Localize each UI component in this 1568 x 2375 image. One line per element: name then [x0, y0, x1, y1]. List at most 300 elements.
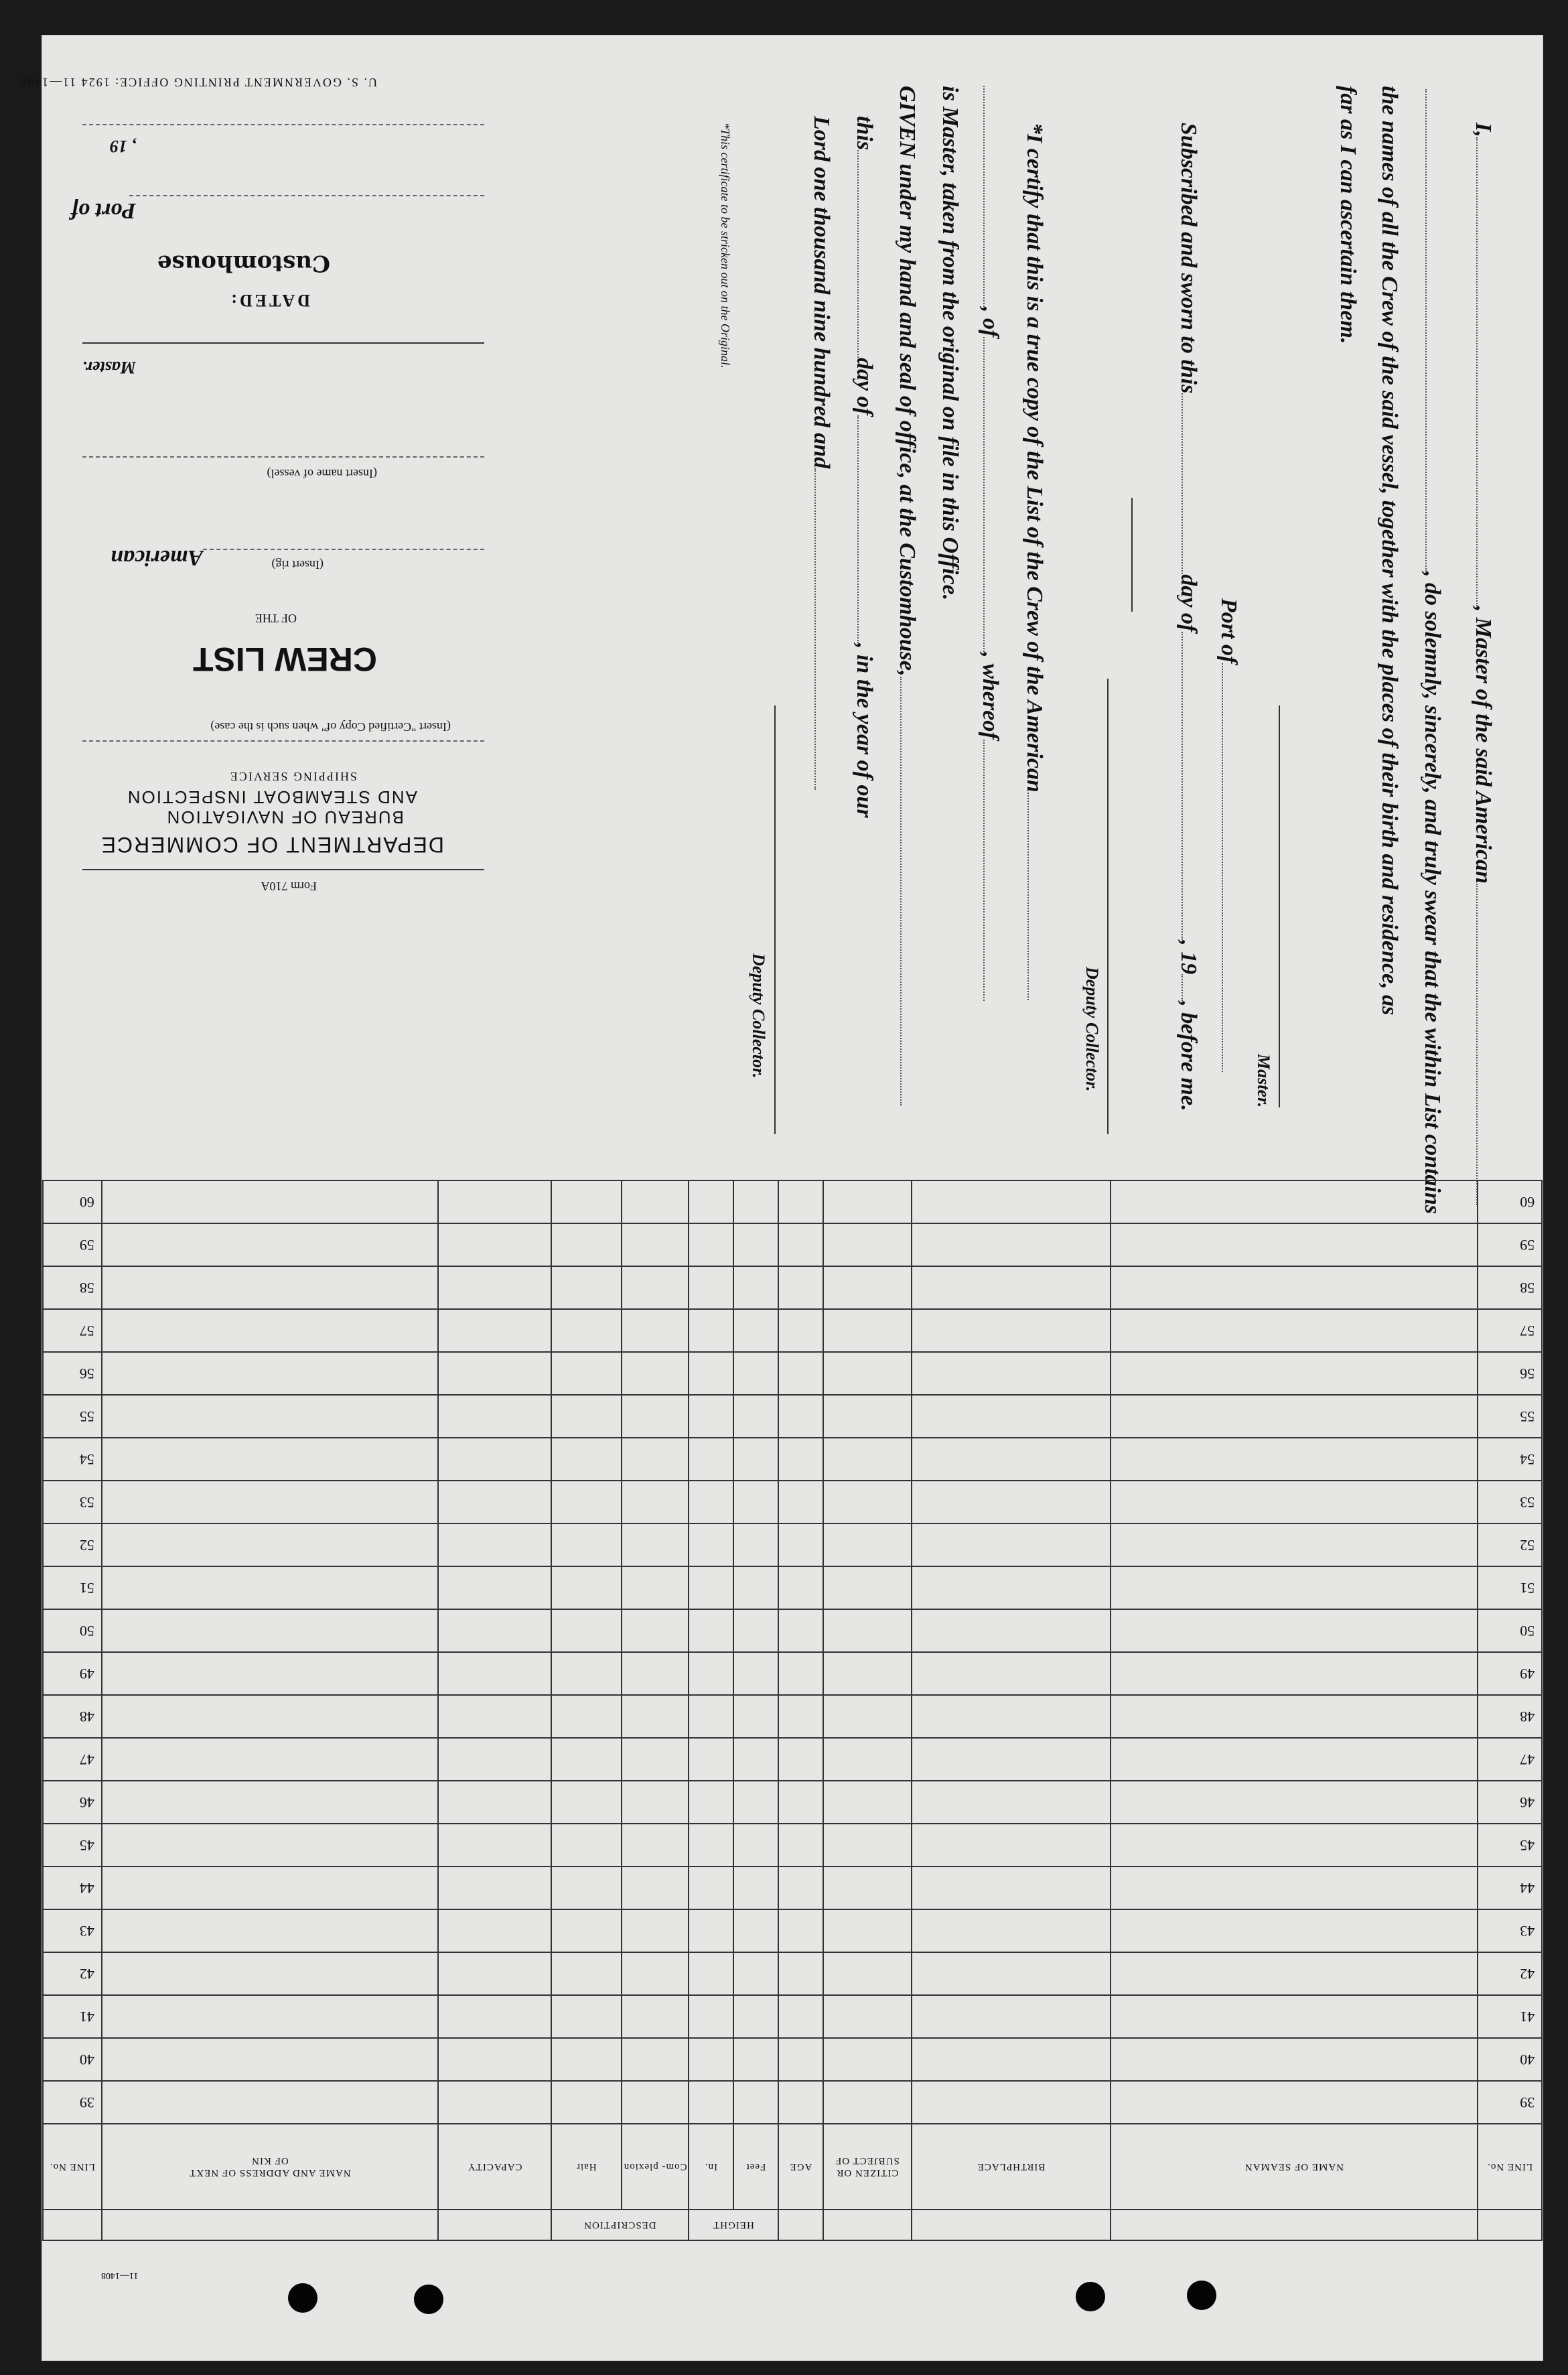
table-cell[interactable]	[438, 1909, 551, 1952]
table-row	[43, 1395, 1542, 1438]
table-cell[interactable]	[622, 1566, 689, 1609]
table-cell[interactable]	[912, 2038, 1111, 2081]
table-cell[interactable]	[551, 1266, 622, 1309]
table-cell[interactable]	[733, 1695, 778, 1738]
line-number-text: 55	[1520, 1408, 1535, 1425]
table-cell[interactable]	[912, 1695, 1111, 1738]
header-capacity: CAPACITY	[438, 2124, 551, 2210]
table-cell[interactable]	[778, 1309, 823, 1352]
table-cell[interactable]	[912, 1738, 1111, 1781]
table-cell[interactable]	[622, 1438, 689, 1481]
table-cell[interactable]	[1111, 1223, 1478, 1266]
table-cell[interactable]	[778, 1738, 823, 1781]
table-cell[interactable]	[778, 1995, 823, 2038]
table-cell[interactable]	[912, 1909, 1111, 1952]
table-cell[interactable]	[689, 1652, 733, 1695]
table-cell[interactable]	[1111, 1438, 1478, 1481]
table-cell[interactable]	[438, 1566, 551, 1609]
table-cell[interactable]	[823, 1395, 912, 1438]
table-cell[interactable]	[823, 1438, 912, 1481]
line-number-left	[43, 1523, 102, 1566]
table-cell[interactable]	[1111, 1952, 1478, 1995]
table-cell[interactable]	[1111, 1566, 1478, 1609]
table-cell[interactable]	[689, 2038, 733, 2081]
of-the-label: OF THE	[255, 612, 297, 625]
table-cell[interactable]	[912, 1652, 1111, 1695]
table-cell[interactable]	[102, 1781, 438, 1824]
table-cell[interactable]	[912, 1223, 1111, 1266]
table-cell[interactable]	[102, 1438, 438, 1481]
table-cell[interactable]	[1111, 1652, 1478, 1695]
table-cell[interactable]	[823, 1695, 912, 1738]
date-line	[82, 124, 484, 125]
table-cell[interactable]	[1111, 1824, 1478, 1867]
table-row	[43, 1867, 1542, 1909]
line-number-left	[43, 1180, 102, 1223]
table-row	[43, 1180, 1542, 1223]
group-blank-2	[102, 2210, 438, 2240]
table-cell[interactable]	[689, 1266, 733, 1309]
table-cell[interactable]	[778, 1867, 823, 1909]
table-cell[interactable]	[733, 1995, 778, 2038]
table-cell[interactable]	[689, 1566, 733, 1609]
table-cell[interactable]	[778, 1824, 823, 1867]
table-cell[interactable]	[689, 1824, 733, 1867]
table-cell[interactable]	[1111, 1695, 1478, 1738]
table-cell[interactable]	[733, 1609, 778, 1652]
table-cell[interactable]	[778, 1438, 823, 1481]
header-line-no-right: LINE No.	[1478, 2124, 1542, 2210]
line-number-left	[43, 1309, 102, 1352]
line-number-left	[43, 1352, 102, 1395]
table-cell[interactable]	[438, 1695, 551, 1738]
table-cell[interactable]	[551, 1695, 622, 1738]
table-cell[interactable]	[102, 2081, 438, 2124]
table-cell[interactable]	[912, 1395, 1111, 1438]
table-cell[interactable]	[778, 1395, 823, 1438]
table-cell[interactable]	[823, 1352, 912, 1395]
table-cell[interactable]	[551, 1781, 622, 1824]
line-number-text: 57	[79, 1322, 94, 1339]
table-cell[interactable]	[551, 1223, 622, 1266]
table-cell[interactable]	[733, 1523, 778, 1566]
line-number-left	[43, 1909, 102, 1952]
table-cell[interactable]	[1111, 1352, 1478, 1395]
footnote: *This certificate to be stricken out on the Original.	[719, 123, 732, 368]
crew-list-title: CREW LIST	[193, 640, 377, 678]
table-cell[interactable]	[102, 1738, 438, 1781]
table-cell[interactable]	[1111, 1309, 1478, 1352]
table-cell[interactable]	[438, 1781, 551, 1824]
table-cell[interactable]	[823, 1566, 912, 1609]
table-cell[interactable]	[551, 1438, 622, 1481]
table-cell[interactable]	[102, 1352, 438, 1395]
table-cell[interactable]	[733, 1481, 778, 1523]
table-cell[interactable]	[102, 1909, 438, 1952]
line-number-right	[1478, 1309, 1542, 1352]
table-cell[interactable]	[778, 1609, 823, 1652]
table-cell[interactable]	[689, 1523, 733, 1566]
table-cell[interactable]	[733, 1266, 778, 1309]
bureau-line-1: BUREAU OF NAVIGATION	[165, 807, 404, 827]
table-cell[interactable]	[823, 1995, 912, 2038]
table-row	[43, 1695, 1542, 1738]
table-cell[interactable]	[622, 1695, 689, 1738]
table-cell[interactable]	[823, 2081, 912, 2124]
table-row	[43, 1309, 1542, 1352]
line-number-right	[1478, 1609, 1542, 1652]
line-number-text: 39	[1520, 2094, 1535, 2111]
punch-hole-1	[288, 2283, 317, 2313]
line-number-text: 41	[79, 2009, 94, 2025]
line-number-right	[1478, 1266, 1542, 1309]
table-row	[43, 1995, 1542, 2038]
table-cell[interactable]	[622, 1781, 689, 1824]
table-cell[interactable]	[622, 1481, 689, 1523]
table-cell[interactable]	[102, 1652, 438, 1695]
table-row	[43, 1781, 1542, 1824]
line-number-right	[1478, 1395, 1542, 1438]
table-cell[interactable]	[438, 1395, 551, 1438]
cover-port-of: Port of	[70, 198, 136, 223]
table-cell[interactable]	[551, 1952, 622, 1995]
table-cell[interactable]	[689, 1695, 733, 1738]
line-number-text: 58	[1520, 1280, 1535, 1296]
table-cell[interactable]	[622, 1952, 689, 1995]
table-cell[interactable]	[733, 1309, 778, 1352]
table-cell[interactable]	[551, 1180, 622, 1223]
group-blank-8	[1478, 2210, 1542, 2240]
table-cell[interactable]	[689, 1995, 733, 2038]
table-cell[interactable]	[733, 1352, 778, 1395]
table-cell[interactable]	[102, 1566, 438, 1609]
table-cell[interactable]	[622, 1824, 689, 1867]
table-cell[interactable]	[438, 1523, 551, 1566]
table-cell[interactable]	[551, 1652, 622, 1695]
table-cell[interactable]	[622, 1266, 689, 1309]
table-cell[interactable]	[622, 1738, 689, 1781]
line-number-left	[43, 1395, 102, 1438]
table-cell[interactable]	[551, 1566, 622, 1609]
line-number-left	[43, 1695, 102, 1738]
table-cell[interactable]	[438, 1609, 551, 1652]
table-cell[interactable]	[823, 1223, 912, 1266]
table-cell[interactable]	[823, 1652, 912, 1695]
table-cell[interactable]	[622, 1309, 689, 1352]
line-number-text: 47	[1520, 1751, 1535, 1768]
table-cell[interactable]	[733, 1952, 778, 1995]
table-cell[interactable]	[1111, 1781, 1478, 1824]
table-cell[interactable]	[778, 1566, 823, 1609]
table-cell[interactable]	[689, 1395, 733, 1438]
master-signature-line	[1279, 705, 1280, 1107]
line-number-text: 50	[79, 1623, 94, 1639]
table-cell[interactable]	[689, 1180, 733, 1223]
table-cell[interactable]	[823, 1909, 912, 1952]
table-cell[interactable]	[102, 1952, 438, 1995]
line-number-text: 43	[79, 1923, 94, 1940]
table-cell[interactable]	[438, 1309, 551, 1352]
table-cell[interactable]	[689, 1352, 733, 1395]
insert-name-note: (Insert name of vessel)	[267, 467, 377, 480]
line-number-text: 54	[1520, 1451, 1535, 1468]
table-row	[43, 1266, 1542, 1309]
table-cell[interactable]	[733, 2038, 778, 2081]
table-cell[interactable]	[438, 1180, 551, 1223]
table-cell[interactable]	[1111, 1523, 1478, 1566]
table-cell[interactable]	[778, 1909, 823, 1952]
table-cell[interactable]	[622, 2038, 689, 2081]
table-cell[interactable]	[912, 1309, 1111, 1352]
table-cell[interactable]	[551, 1867, 622, 1909]
table-cell[interactable]	[733, 1781, 778, 1824]
table-cell[interactable]	[438, 1652, 551, 1695]
cover-block	[18, 36, 511, 1174]
table-cell[interactable]	[823, 1738, 912, 1781]
table-cell[interactable]	[551, 1609, 622, 1652]
table-cell[interactable]	[689, 1481, 733, 1523]
table-cell[interactable]	[733, 1223, 778, 1266]
table-cell[interactable]	[823, 1781, 912, 1824]
table-cell[interactable]	[733, 1867, 778, 1909]
table-cell[interactable]	[733, 1824, 778, 1867]
table-cell[interactable]	[733, 2081, 778, 2124]
table-cell[interactable]	[438, 1223, 551, 1266]
table-cell[interactable]	[1111, 1609, 1478, 1652]
line-number-left	[43, 2038, 102, 2081]
line-number-text: 59	[1520, 1237, 1535, 1253]
table-cell[interactable]	[1111, 1995, 1478, 2038]
table-cell[interactable]	[912, 1438, 1111, 1481]
table-cell[interactable]	[733, 1566, 778, 1609]
table-cell[interactable]	[622, 1352, 689, 1395]
table-row	[43, 1352, 1542, 1395]
table-cell[interactable]	[689, 1438, 733, 1481]
table-cell[interactable]	[102, 1695, 438, 1738]
table-cell[interactable]	[1111, 2038, 1478, 2081]
table-cell[interactable]	[438, 1738, 551, 1781]
table-cell[interactable]	[102, 1523, 438, 1566]
table-cell[interactable]	[551, 1523, 622, 1566]
table-cell[interactable]	[778, 1695, 823, 1738]
table-cell[interactable]	[622, 1652, 689, 1695]
table-cell[interactable]	[823, 1523, 912, 1566]
table-cell[interactable]	[102, 1180, 438, 1223]
table-cell[interactable]	[1111, 1266, 1478, 1309]
line-number-text: 55	[79, 1408, 94, 1425]
table-cell[interactable]	[1111, 2081, 1478, 2124]
table-cell[interactable]	[622, 1995, 689, 2038]
table-cell[interactable]	[912, 1995, 1111, 2038]
table-cell[interactable]	[551, 1352, 622, 1395]
table-cell[interactable]	[438, 1266, 551, 1309]
table-cell[interactable]	[102, 1867, 438, 1909]
table-cell[interactable]	[551, 1309, 622, 1352]
table-cell[interactable]	[823, 1867, 912, 1909]
table-cell[interactable]	[823, 1180, 912, 1223]
table-cell[interactable]	[733, 1395, 778, 1438]
table-cell[interactable]	[551, 1481, 622, 1523]
table-cell[interactable]	[912, 1867, 1111, 1909]
table-cell[interactable]	[1111, 1180, 1478, 1223]
table-cell[interactable]	[823, 1824, 912, 1867]
table-cell[interactable]	[622, 1609, 689, 1652]
seal-line	[1131, 498, 1133, 612]
table-cell[interactable]	[622, 1180, 689, 1223]
certify-line-2: , of, whereof	[977, 86, 1003, 1001]
footer-code: 11—1408	[101, 2270, 139, 2281]
table-cell[interactable]	[689, 1909, 733, 1952]
table-cell[interactable]	[778, 1223, 823, 1266]
table-cell[interactable]	[823, 1952, 912, 1995]
table-cell[interactable]	[778, 2081, 823, 2124]
table-cell[interactable]	[912, 1566, 1111, 1609]
table-cell[interactable]	[1111, 1867, 1478, 1909]
table-cell[interactable]	[689, 2081, 733, 2124]
punch-hole-2	[414, 2285, 443, 2314]
line-number-left	[43, 1738, 102, 1781]
table-cell[interactable]	[823, 1481, 912, 1523]
line-number-left	[43, 1609, 102, 1652]
line-number-right	[1478, 1352, 1542, 1395]
table-cell[interactable]	[551, 1824, 622, 1867]
table-cell[interactable]	[689, 1952, 733, 1995]
table-cell[interactable]	[1111, 1738, 1478, 1781]
table-cell[interactable]	[622, 1523, 689, 1566]
table-cell[interactable]	[733, 1438, 778, 1481]
line-number-text: 46	[1520, 1794, 1535, 1811]
table-cell[interactable]	[1111, 1909, 1478, 1952]
table-row	[43, 1609, 1542, 1652]
table-cell[interactable]	[733, 1738, 778, 1781]
table-cell[interactable]	[823, 1266, 912, 1309]
table-cell[interactable]	[438, 1995, 551, 2038]
table-cell[interactable]	[689, 1609, 733, 1652]
table-cell[interactable]	[551, 1738, 622, 1781]
form-number: Form 710A	[261, 880, 317, 893]
oath-line-1: I,, Master of the said American	[1470, 123, 1496, 1205]
table-cell[interactable]	[551, 2081, 622, 2124]
port-of-label: Port of	[1216, 598, 1241, 1072]
table-cell[interactable]	[912, 1781, 1111, 1824]
line-number-text: 48	[79, 1708, 94, 1725]
table-cell[interactable]	[551, 2038, 622, 2081]
table-cell[interactable]	[622, 1909, 689, 1952]
header-name-of-seaman: NAME OF SEAMAN	[1111, 2124, 1478, 2210]
table-cell[interactable]	[102, 1223, 438, 1266]
given-line-3: Lord one thousand nine hundred and	[808, 116, 834, 790]
table-cell[interactable]	[689, 1867, 733, 1909]
line-number-text: 60	[1520, 1194, 1535, 1211]
crew-list-sheet	[18, 35, 1543, 2361]
table-cell[interactable]	[912, 1824, 1111, 1867]
table-cell[interactable]	[438, 1481, 551, 1523]
line-number-text: 45	[1520, 1837, 1535, 1854]
table-cell[interactable]	[689, 1738, 733, 1781]
vessel-line	[82, 456, 484, 458]
table-cell[interactable]	[102, 1309, 438, 1352]
table-cell[interactable]	[823, 1309, 912, 1352]
table-cell[interactable]	[438, 1867, 551, 1909]
table-cell[interactable]	[689, 1223, 733, 1266]
table-cell[interactable]	[689, 1309, 733, 1352]
table-cell[interactable]	[438, 1952, 551, 1995]
table-cell[interactable]	[622, 1867, 689, 1909]
line-number-text: 52	[79, 1537, 94, 1554]
table-cell[interactable]	[823, 1609, 912, 1652]
table-cell[interactable]	[102, 1395, 438, 1438]
table-cell[interactable]	[102, 1824, 438, 1867]
table-cell[interactable]	[438, 1438, 551, 1481]
group-blank-6	[912, 2210, 1111, 2240]
table-cell[interactable]	[438, 1824, 551, 1867]
table-cell[interactable]	[778, 2038, 823, 2081]
table-cell[interactable]	[622, 2081, 689, 2124]
table-cell[interactable]	[778, 1352, 823, 1395]
table-cell[interactable]	[778, 1523, 823, 1566]
table-cell[interactable]	[1111, 1395, 1478, 1438]
table-cell[interactable]	[912, 2081, 1111, 2124]
table-cell[interactable]	[102, 2038, 438, 2081]
table-cell[interactable]	[551, 1395, 622, 1438]
table-cell[interactable]	[912, 1266, 1111, 1309]
table-cell[interactable]	[912, 1180, 1111, 1223]
table-cell[interactable]	[778, 1180, 823, 1223]
table-cell[interactable]	[551, 1995, 622, 2038]
table-cell[interactable]	[438, 2038, 551, 2081]
table-cell[interactable]	[689, 1781, 733, 1824]
punch-hole-3	[1076, 2282, 1105, 2311]
table-cell[interactable]	[622, 1395, 689, 1438]
table-cell[interactable]	[102, 1609, 438, 1652]
table-cell[interactable]	[912, 1523, 1111, 1566]
table-cell[interactable]	[778, 1266, 823, 1309]
table-cell[interactable]	[912, 1952, 1111, 1995]
table-cell[interactable]	[778, 1952, 823, 1995]
table-cell[interactable]	[823, 2038, 912, 2081]
table-cell[interactable]	[778, 1652, 823, 1695]
line-number-text: 57	[1520, 1322, 1535, 1339]
table-row	[43, 2081, 1542, 2124]
table-cell[interactable]	[778, 1781, 823, 1824]
line-number-text: 51	[1520, 1580, 1535, 1597]
line-number-text: 46	[79, 1794, 94, 1811]
table-cell[interactable]	[912, 1352, 1111, 1395]
line-number-text: 43	[1520, 1923, 1535, 1940]
line-number-right	[1478, 1566, 1542, 1609]
table-row	[43, 1481, 1542, 1523]
oath-line-4: far as I can ascertain them.	[1336, 86, 1360, 344]
table-cell[interactable]	[733, 1909, 778, 1952]
table-cell[interactable]	[102, 1266, 438, 1309]
table-cell[interactable]	[551, 1909, 622, 1952]
line-number-text: 53	[79, 1494, 94, 1511]
table-cell[interactable]	[102, 1481, 438, 1523]
table-cell[interactable]	[778, 1481, 823, 1523]
table-cell[interactable]	[733, 1180, 778, 1223]
table-cell[interactable]	[102, 1995, 438, 2038]
table-cell[interactable]	[912, 1481, 1111, 1523]
table-cell[interactable]	[622, 1223, 689, 1266]
table-cell[interactable]	[438, 2081, 551, 2124]
line-number-text: 60	[79, 1194, 94, 1211]
table-cell[interactable]	[912, 1609, 1111, 1652]
table-cell[interactable]	[438, 1352, 551, 1395]
table-cell[interactable]	[1111, 1481, 1478, 1523]
line-number-right	[1478, 1995, 1542, 2038]
table-cell[interactable]	[733, 1652, 778, 1695]
oath-line-2: , do solemnly, sincerely, and truly swear that the within List contains	[1419, 89, 1445, 1214]
